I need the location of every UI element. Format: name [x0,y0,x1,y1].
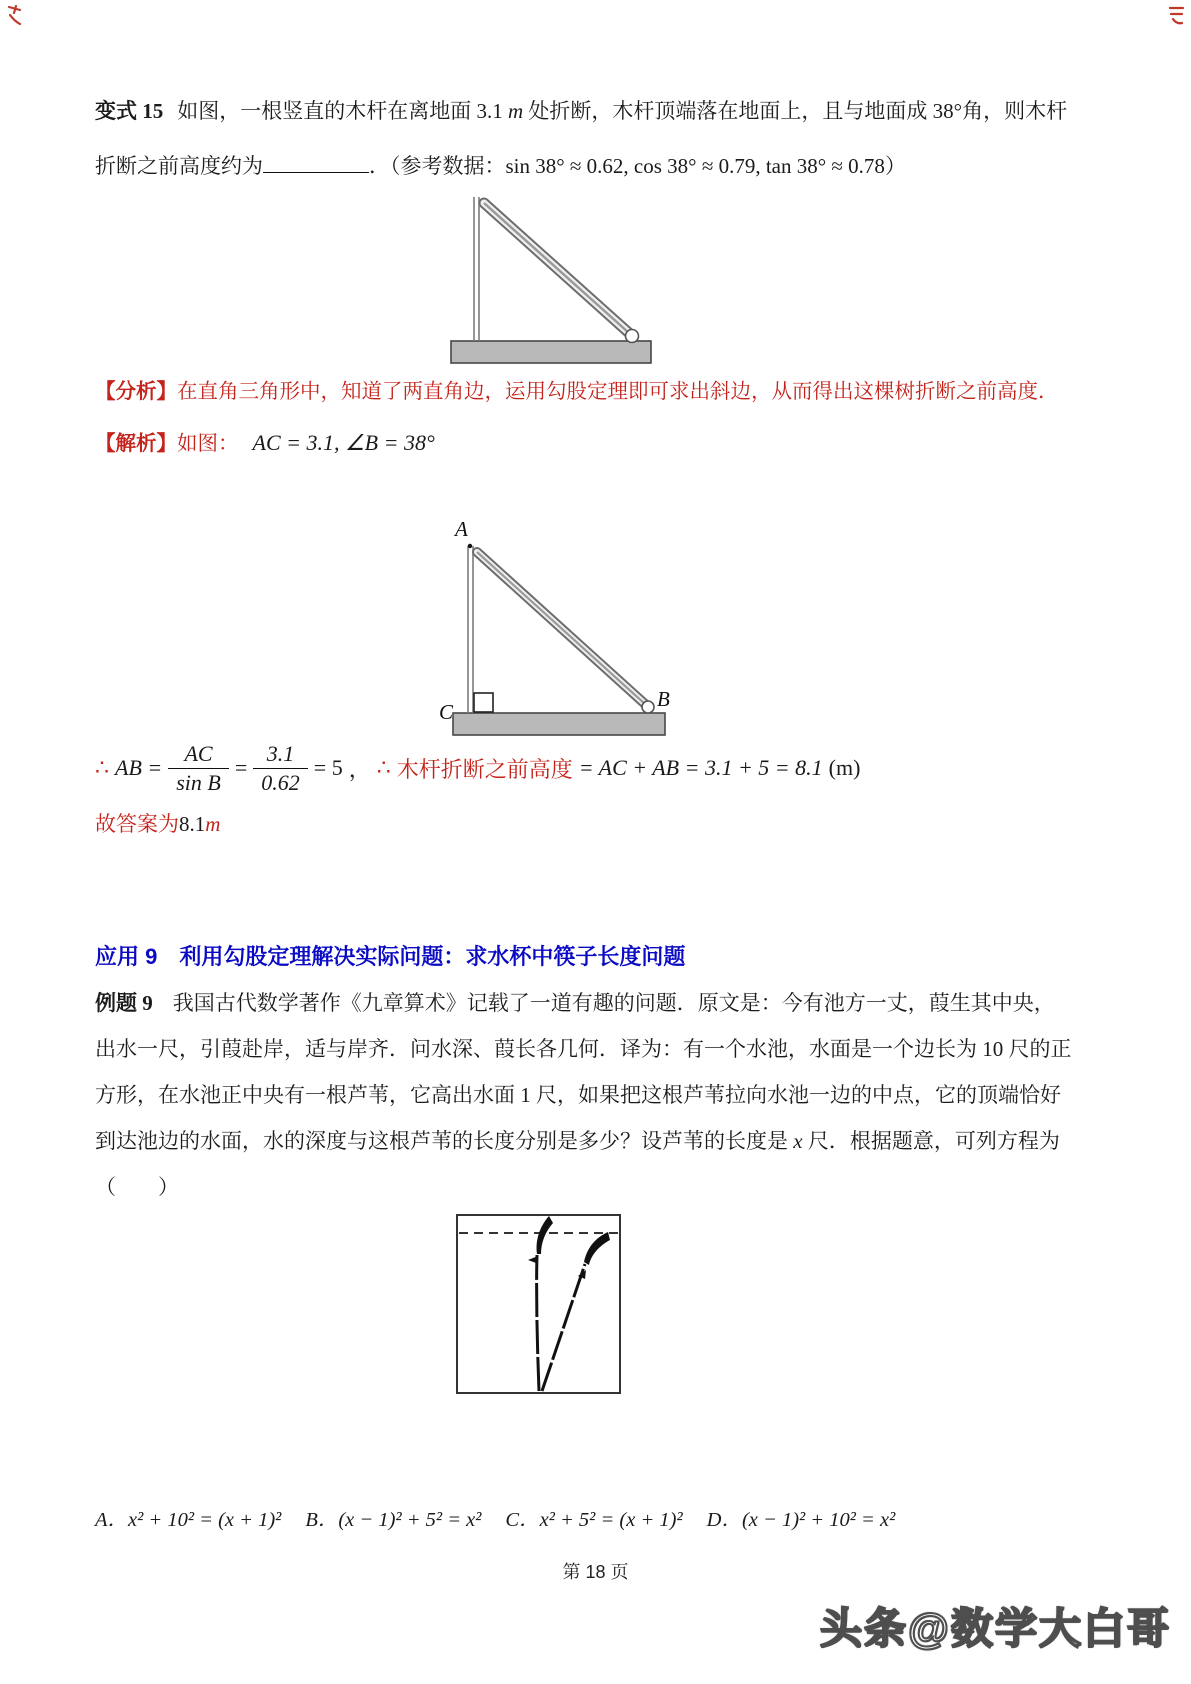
reed-slanted-icon [542,1232,610,1391]
answer-value: 8.1 [179,812,206,836]
vertex-c-label: C [439,700,454,724]
problem-15-line2 [95,139,1103,194]
option-b-label: B． [305,1509,339,1531]
fallen-pole-icon [484,203,639,343]
example-9-label: 例题 9 [95,991,153,1015]
ground-bar [453,713,665,735]
corner-mark-left-icon [6,4,23,26]
reed-vertical-icon [528,1216,553,1391]
example-9-line2: 出水一尺，引葭赴岸，适与岸齐．问水深、葭长各几何．译为：有一个水池，水面是一个边长为 10 尺的正 [95,1037,1072,1061]
answer-prefix: 故答案为 [95,812,179,836]
reference-data-math: sin 38° ≈ 0.62, cos 38° ≈ 0.79, tan 38° ≈ 0.78 [505,154,885,178]
answer-unit: m [205,812,221,836]
vertical-pole-icon [474,197,479,341]
option-a [95,1502,281,1532]
page-number: 第 18 页 [562,1562,629,1582]
fraction-numerator: AC [168,740,229,769]
fraction-numerator: 3.1 [253,740,308,769]
therefore-symbol: ∴ [376,755,391,780]
section-heading-app9 [95,940,685,971]
example-9-text1: 我国古代数学著作《九章算术》记载了一道有趣的问题．原文是：今有池方一丈，葭生其中央， [172,991,1055,1015]
fraction-denominator: sin B [176,769,221,795]
option-c-label: C． [505,1509,540,1531]
example-9-choice-parens: （ ） [95,1175,179,1199]
analysis-text: 在直角三角形中，知道了两直角边，运用勾股定理即可求出斜边，从而得出这棵树折断之前高度． [177,381,1059,403]
fraction-denominator: 0.62 [261,769,300,795]
vertical-pole-icon [468,544,473,713]
conclusion-rhs: = 5 [313,755,343,780]
vertex-b-label: B [657,687,670,711]
fraction-ac-sinb [168,740,229,796]
conclusion-red-phrase: 木杆折断之前高度 [396,756,573,782]
problem-15-text-a: 如图，一根竖直的木杆在离地面 3.1 [177,99,508,123]
analysis-paragraph [95,374,1107,404]
option-c-formula: x² + 5² = (x + 1)² [539,1509,683,1531]
problem-15-label: 变式 15 [95,99,164,123]
conclusion-tail: = AC + AB = 3.1 + 5 = 8.1 [578,755,823,780]
conclusion-unit: (m) [828,755,861,780]
right-angle-marker [474,693,493,712]
fraction-31-062 [253,740,308,796]
option-b [305,1502,481,1532]
example-9 [95,980,1105,1210]
example-9-text4a: 到达池边的水面，水的深度与这根芦苇的长度分别是多少？设芦苇的长度是 [95,1129,794,1153]
answer-options [95,1502,1105,1532]
solution-tag: 【解析】 [95,433,177,455]
solution-text: 如图： [177,433,239,455]
section-label: 应用 9 [95,944,158,969]
variable-x: x [793,1129,803,1153]
example-9-text4b: 尺．根据题意，可列方程为 [802,1129,1060,1153]
analysis-tag: 【分析】 [95,381,177,403]
problem-15-text-end: ） [884,154,906,178]
example-9-line1 [95,980,1105,1026]
option-d [707,1502,896,1532]
watermark: 头条@数学大白哥 [820,1605,1171,1652]
option-a-formula: x² + 10² = (x + 1)² [128,1509,282,1531]
solution-math: AC = 3.1, ∠B = 38° [252,430,435,455]
final-answer-line [95,808,220,838]
example-9-line4 [95,1118,1105,1164]
figure-broken-pole [448,190,663,372]
ground-bar [451,341,651,363]
option-a-label: A． [95,1509,129,1531]
therefore-symbol: ∴ [95,755,109,780]
unit-m: m [508,99,524,123]
solution-paragraph [95,426,435,456]
option-d-formula: (x − 1)² + 10² = x² [741,1509,896,1531]
answer-blank [263,152,369,173]
problem-15-line1 [95,84,1103,139]
conclusion-line [95,740,1105,796]
option-b-formula: (x − 1)² + 5² = x² [338,1509,482,1531]
figure-triangle-abc [433,516,683,744]
comma: ， [348,756,371,782]
conclusion-lhs: AB = [115,755,163,780]
example-9-line3: 方形，在水池正中央有一根芦苇，它高出水面 1 尺，如果把这根芦苇拉向水池一边的中点，它的顶端恰好 [95,1083,1061,1107]
problem-15-text-mid: ．（参考数据： [369,154,506,178]
option-d-label: D． [706,1509,742,1531]
option-c [505,1502,682,1532]
problem-15-text-pre: 折断之前高度约为 [95,154,263,178]
problem-15-text-b: 处折断，木杆顶端落在地面上，且与地面成 38°角，则木杆 [523,99,1068,123]
figure-pool-reeds [452,1210,627,1398]
vertex-a-label: A [455,517,468,541]
problem-15 [95,84,1103,194]
corner-mark-right-icon [1168,4,1185,26]
fallen-pole-icon [477,552,654,713]
equals-sign: = [234,755,248,780]
section-title: 利用勾股定理解决实际问题：求水杯中筷子长度问题 [179,944,686,969]
